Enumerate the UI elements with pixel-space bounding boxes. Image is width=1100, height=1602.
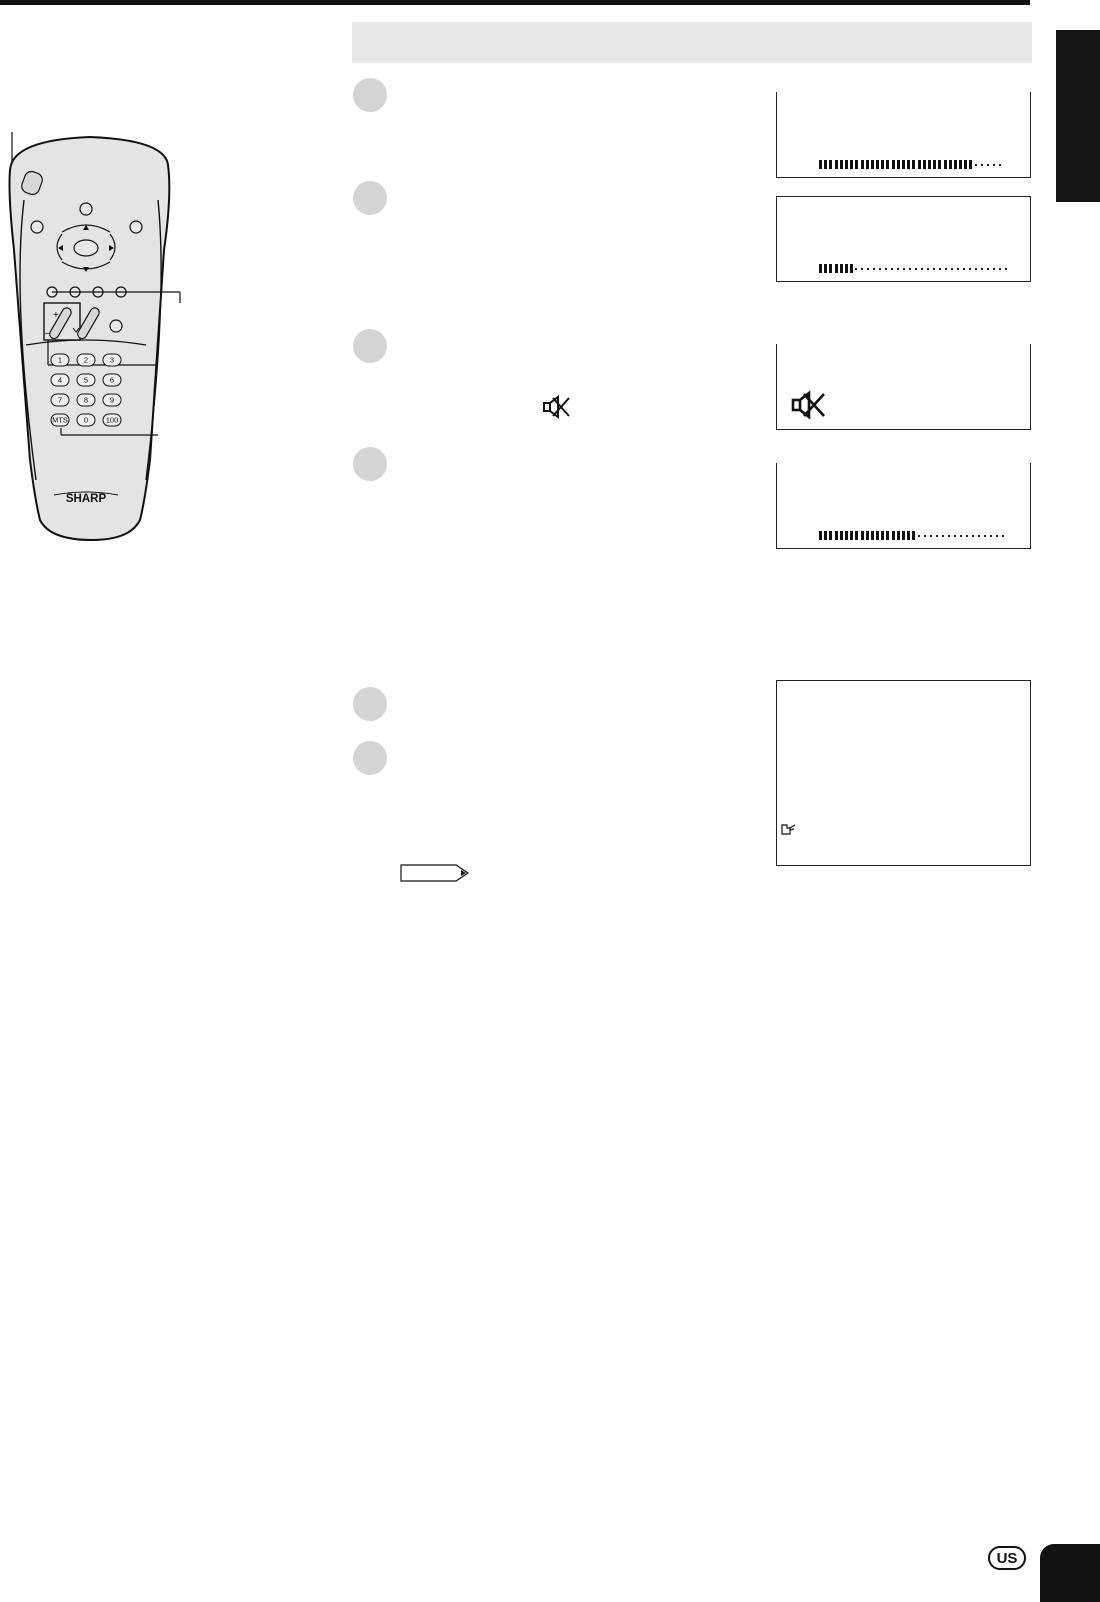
volume-segment-empty [939, 268, 941, 270]
remote-key-label: 5 [83, 375, 89, 385]
speaker-mute-icon [791, 390, 829, 420]
volume-segment-filled [969, 160, 972, 169]
volume-segment-empty [879, 268, 881, 270]
volume-segment-filled [886, 160, 889, 169]
volume-segment-filled [829, 160, 832, 169]
volume-segment-filled [845, 531, 848, 540]
volume-segment-filled [829, 264, 832, 273]
volume-segment-empty [969, 268, 971, 270]
step-circle-5 [353, 687, 387, 721]
volume-segment-filled [876, 160, 879, 169]
osd-screen-menu [776, 680, 1031, 866]
volume-segment-empty [999, 268, 1001, 270]
volume-minus-label: – [45, 328, 51, 339]
volume-segment-empty [921, 268, 923, 270]
volume-segment-empty [972, 535, 974, 537]
volume-segment-empty [966, 535, 968, 537]
remote-control-illustration [0, 120, 210, 550]
volume-segment-empty [945, 268, 947, 270]
remote-key-label: 1 [57, 355, 63, 365]
volume-segment-filled [954, 160, 957, 169]
volume-segment-empty [936, 535, 938, 537]
volume-segment-empty [957, 268, 959, 270]
osd-screen-step1 [776, 92, 1031, 178]
volume-segment-filled [871, 160, 874, 169]
volume-segment-filled [897, 531, 900, 540]
volume-segment-filled [902, 160, 905, 169]
volume-segment-empty [987, 268, 989, 270]
volume-segment-empty [975, 268, 977, 270]
volume-segment-filled [897, 160, 900, 169]
volume-segment-empty [915, 268, 917, 270]
volume-segment-filled [886, 531, 889, 540]
top-rule [0, 0, 1030, 5]
volume-segment-filled [819, 160, 822, 169]
remote-key-label: 100 [105, 415, 119, 425]
volume-segment-filled [944, 160, 947, 169]
volume-segment-filled [949, 160, 952, 169]
volume-segment-filled [819, 531, 822, 540]
volume-segment-filled [959, 160, 962, 169]
volume-segment-filled [824, 531, 827, 540]
volume-segment-filled [892, 531, 895, 540]
volume-bar-step1 [819, 159, 1019, 169]
volume-segment-filled [918, 160, 921, 169]
volume-segment-empty [933, 268, 935, 270]
volume-segment-filled [912, 160, 915, 169]
volume-segment-filled [876, 531, 879, 540]
volume-segment-empty [927, 268, 929, 270]
section-header-band [352, 22, 1032, 63]
volume-segment-empty [954, 535, 956, 537]
volume-segment-filled [923, 160, 926, 169]
step-circle-3 [353, 329, 387, 363]
volume-segment-empty [873, 268, 875, 270]
volume-segment-filled [824, 160, 827, 169]
volume-segment-filled [861, 160, 864, 169]
volume-segment-filled [850, 160, 853, 169]
volume-segment-filled [892, 160, 895, 169]
volume-segment-empty [981, 164, 983, 166]
volume-segment-filled [866, 160, 869, 169]
step-circle-1 [353, 78, 387, 112]
volume-segment-filled [829, 531, 832, 540]
remote-key-label: 6 [109, 375, 115, 385]
volume-segment-filled [907, 160, 910, 169]
volume-segment-filled [866, 531, 869, 540]
remote-key-label: 4 [57, 375, 63, 385]
volume-plus-label: + [53, 310, 59, 321]
volume-segment-empty [993, 268, 995, 270]
volume-segment-empty [996, 535, 998, 537]
osd-screen-step4 [776, 463, 1031, 549]
volume-segment-empty [951, 268, 953, 270]
volume-segment-empty [861, 268, 863, 270]
volume-segment-empty [999, 164, 1001, 166]
volume-segment-empty [909, 268, 911, 270]
volume-segment-empty [918, 535, 920, 537]
remote-key-label: 0 [83, 415, 89, 425]
volume-segment-empty [975, 164, 977, 166]
volume-segment-empty [987, 164, 989, 166]
volume-segment-empty [855, 268, 857, 270]
volume-segment-empty [930, 535, 932, 537]
volume-segment-empty [903, 268, 905, 270]
page-number-tab [1040, 1544, 1100, 1602]
volume-segment-empty [867, 268, 869, 270]
remote-key-label: MTS [52, 415, 68, 425]
volume-segment-filled [933, 160, 936, 169]
volume-segment-filled [938, 160, 941, 169]
volume-segment-filled [902, 531, 905, 540]
volume-segment-filled [881, 531, 884, 540]
volume-segment-filled [835, 264, 838, 273]
step-circle-2 [353, 181, 387, 215]
step-circle-6 [353, 741, 387, 775]
volume-segment-empty [984, 535, 986, 537]
volume-segment-empty [990, 535, 992, 537]
volume-segment-filled [819, 264, 822, 273]
volume-segment-empty [948, 535, 950, 537]
osd-screen-step2 [776, 196, 1031, 282]
volume-bar-step2 [819, 263, 1019, 273]
volume-bar-step4 [819, 530, 1019, 540]
volume-segment-empty [960, 535, 962, 537]
volume-segment-filled [861, 531, 864, 540]
osd-screen-step3 [776, 344, 1031, 430]
volume-segment-filled [964, 160, 967, 169]
volume-segment-filled [840, 264, 843, 273]
remote-key-label: 3 [109, 355, 115, 365]
volume-segment-filled [850, 264, 853, 273]
volume-segment-filled [912, 531, 915, 540]
speaker-mute-icon [542, 395, 574, 419]
volume-segment-filled [850, 531, 853, 540]
volume-segment-filled [881, 160, 884, 169]
step-circle-4 [353, 447, 387, 481]
volume-segment-filled [845, 160, 848, 169]
volume-segment-empty [1002, 535, 1004, 537]
volume-segment-empty [891, 268, 893, 270]
volume-segment-empty [942, 535, 944, 537]
remote-key-label: 9 [109, 395, 115, 405]
volume-segment-filled [907, 531, 910, 540]
volume-segment-filled [928, 160, 931, 169]
volume-segment-empty [993, 164, 995, 166]
region-badge: US [988, 1546, 1026, 1570]
volume-segment-empty [885, 268, 887, 270]
volume-segment-filled [824, 264, 827, 273]
volume-segment-empty [924, 535, 926, 537]
remote-key-label: 7 [57, 395, 63, 405]
hand-pointer-icon [781, 821, 797, 835]
remote-key-label: 2 [83, 355, 89, 365]
volume-segment-filled [840, 531, 843, 540]
volume-segment-filled [835, 531, 838, 540]
volume-segment-filled [845, 264, 848, 273]
volume-segment-filled [855, 531, 858, 540]
volume-segment-filled [835, 160, 838, 169]
volume-segment-empty [981, 268, 983, 270]
remote-key-label: 8 [83, 395, 89, 405]
remote-brand-logo: SHARP [65, 493, 107, 505]
volume-segment-empty [897, 268, 899, 270]
volume-segment-filled [855, 160, 858, 169]
volume-segment-empty [978, 535, 980, 537]
arrow-right-icon [400, 862, 474, 884]
volume-segment-filled [871, 531, 874, 540]
language-tab [1056, 30, 1100, 202]
volume-segment-empty [1005, 268, 1007, 270]
volume-segment-filled [840, 160, 843, 169]
volume-segment-empty [963, 268, 965, 270]
